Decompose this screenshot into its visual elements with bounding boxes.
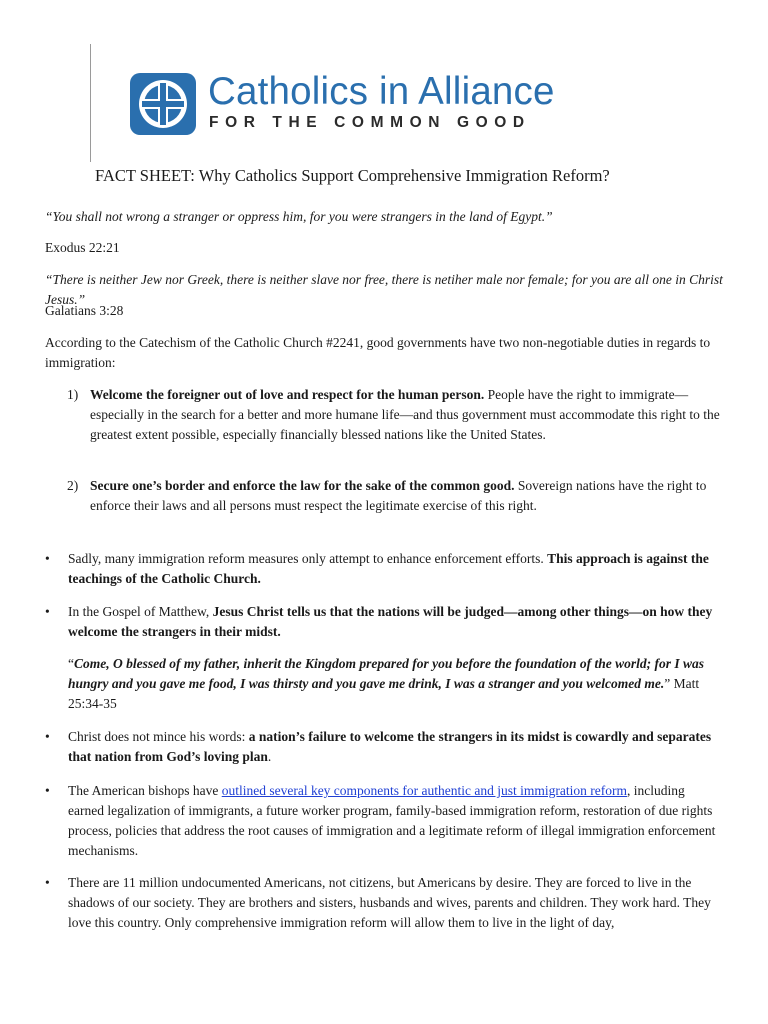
quote-close-mark: ” [664,676,671,691]
bullet-bold-text: This approach is against the teachings of the Catholic Church. [68,551,709,586]
bullet-bishops [45,781,723,861]
duty-heading: Welcome the foreigner out of love and respect for the human person. [90,387,485,402]
bullet-marker: • [45,875,50,890]
bullet-text: The American bishops have [68,783,222,798]
bullet-text: In the Gospel of Matthew, [68,604,213,619]
matthew-quote [68,654,718,714]
verse-galatians-reference: Galatians 3:28 [45,303,124,318]
bullet-marker: • [45,783,50,798]
bullet-marker: • [45,604,50,619]
bullet-bold-text: a nation’s failure to welcome the strangers in its midst is cowardly and separates that nation from God’s loving plan [68,729,712,764]
cross-emblem-icon [127,72,199,136]
duty-number: 2) [67,478,79,493]
bullet-text-end: , including earned legalization of immigrants, a future worker program, family-based immigration reform, restoration of due rights process, policies that address the root causes of immigration and a legitimate reform of illegal immigration enforcement mechanisms. [68,783,716,858]
bullet-undocumented [45,873,723,933]
logo-title: Catholics in Alliance [208,70,555,113]
bullet-bold-text: Jesus Christ tells us that the nations will be judged—among other things—on how they welcome the strangers in their midst. [68,604,713,639]
duty-number: 1) [67,387,79,402]
header-divider-line [90,44,91,162]
intro-paragraph: According to the Catechism of the Catholic Church #2241, good governments have two non-negotiable duties in regards to immigration: [45,335,711,370]
duty-item-welcome [67,385,723,445]
duty-item-secure-border [67,476,723,516]
verse-exodus-reference: Exodus 22:21 [45,240,120,255]
bullet-text-end: . [267,749,272,764]
page-title: FACT SHEET: Why Catholics Support Comprehensive Immigration Reform? [95,166,610,185]
bullet-christ-words [45,727,723,767]
duty-text: Sovereign nations have the right to enforce their laws and all persons must respect the legitimate exercise of this right. [90,478,707,513]
quote-reference: Matt 25:34-35 [68,676,700,711]
bullet-marker: • [45,551,50,566]
quote-text: Come, O blessed of my father, inherit the Kingdom prepared for you before the foundation of the world; for I was hungry and you gave me food, I was thirsty and you gave me drink, I was a stranger and you welcomed me. [68,656,705,691]
bullet-enforcement [45,549,723,589]
bullet-text: There are 11 million undocumented Americans, not citizens, but Americans by desire. They are forced to live in the shadows of our society. They are brothers and sisters, husbands and wives, parents and children. They work hard. They love this country. Only comprehensive immigration reform will allow them to live in the light of day, [68,875,711,930]
bullet-marker: • [45,729,50,744]
quote-open-mark: “ [68,656,74,671]
duty-heading: Secure one’s border and enforce the law for the sake of the common good. [90,478,515,493]
duty-text: People have the right to immigrate—especially in the search for a better and more humane life—and thus government must accommodate this right to the greatest extent possible, especially financially blessed nations like the United States. [90,387,720,442]
verse-galatians: “There is neither Jew nor Greek, there is neither slave nor free, there is netiher male nor female; for you are all one in Christ Jesus.” [45,272,723,307]
bullet-text: Sadly, many immigration reform measures only attempt to enhance enforcement efforts. [68,551,548,566]
bishops-components-link[interactable]: outlined several key components for authentic and just immigration reform [221,783,627,798]
organization-logo [127,70,637,140]
bullet-gospel [45,602,723,642]
bullet-text: Christ does not mince his words: [68,729,249,744]
verse-exodus: “You shall not wrong a stranger or oppress him, for you were strangers in the land of Egypt.” [45,209,553,224]
logo-subtitle: FOR THE COMMON GOOD [209,114,531,131]
